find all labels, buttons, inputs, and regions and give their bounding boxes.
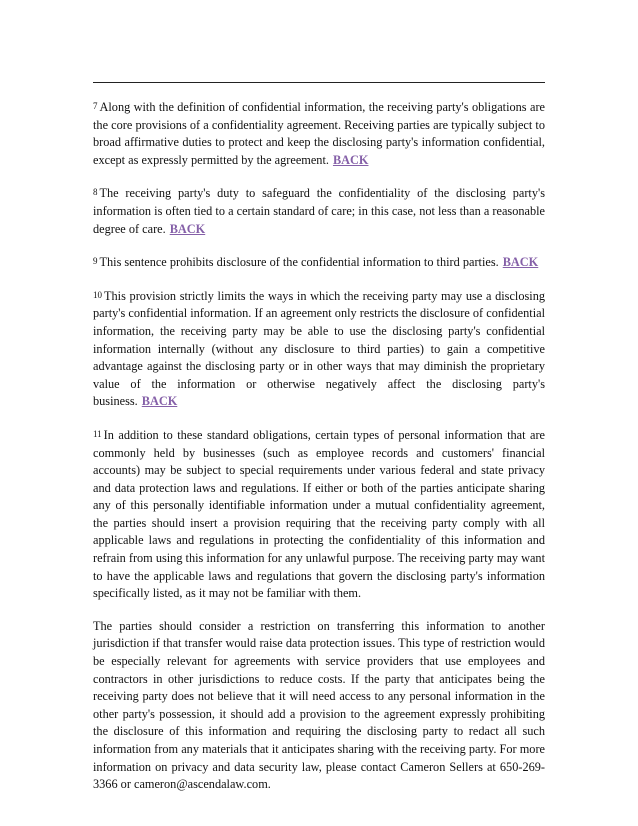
footnote-7 <box>93 98 545 169</box>
back-link[interactable]: BACK <box>502 255 539 270</box>
footnote-text: This sentence prohibits disclosure of the confidential information to third parties. <box>99 255 499 270</box>
footnote-text: This provision strictly limits the ways in which the receiving party may use a disclosing party's confidential information. If an agreement only restricts the disclosure of confidential information, the receiving party may be able to use the disclosing party's confidential information internally (without any disclosure to third parties) to gain a competitive advantage against the disclosing party or in other ways that may diminish the proprietary value of the information or otherwise negatively affect the disclosing party's business. <box>93 288 545 409</box>
footnote-8 <box>93 184 545 238</box>
footnote-10 <box>93 287 545 411</box>
footnote-number: 8 <box>93 187 98 198</box>
closing-paragraph: The parties should consider a restriction on transferring this information to another jurisdiction if that transfer would raise data protection issues. This type of restriction would be especially relevant for agreements with service providers that use employees and contractors in other jurisdictions to reduce costs. If the party that anticipates being the receiving party does not believe that it will need access to any personal information in the other party's possession, it should add a provision to the agreement expressly prohibiting the disclosure of this information and requiring the disclosing party to redact all such information from any materials that it anticipates sharing with the receiving party. For more information on privacy and data security law, please contact Cameron Sellers at 650-269-3366 or cameron@ascendalaw.com. <box>93 618 545 792</box>
back-link[interactable]: BACK <box>141 394 178 409</box>
footnote-number: 11 <box>93 428 102 439</box>
footnote-9 <box>93 253 545 272</box>
back-link[interactable]: BACK <box>332 152 369 167</box>
footnote-separator <box>93 82 545 83</box>
footnote-11 <box>93 426 545 603</box>
footnote-text: In addition to these standard obligations, certain types of personal information that are commonly held by businesses (such as employee records and customers' financial accounts) may be subject to special requirements under various federal and state privacy and data protection laws and regulations. If either or both of the parties anticipate sharing any of this personally identifiable information under a mutual confidentiality agreement, the parties should insert a provision requiring that the receiving party comply with all applicable laws and regulations in protecting the confidentiality of this information and refrain from using this information for any unlawful purpose. The receiving party may want to have the applicable laws and regulations that govern the disclosing party's information specifically listed, as it may not be familiar with them. <box>93 427 545 601</box>
footnote-number: 10 <box>93 289 102 300</box>
back-link[interactable]: BACK <box>169 221 206 236</box>
footnotes-section <box>93 98 545 794</box>
footnote-text: Along with the definition of confidential information, the receiving party's obligations are the core provisions of a confidentiality agreement. Receiving parties are typically subject to broad affirmative duties to protect and keep the disclosing party's information confidential, except as expressly permitted by the agreement. <box>93 100 545 167</box>
footnote-number: 7 <box>93 101 98 111</box>
footnote-text: The receiving party's duty to safeguard the confidentiality of the disclosing party's information is often tied to a certain standard of care; in this case, not less than a reasonable degree of care. <box>93 186 545 236</box>
footnote-number: 9 <box>93 256 98 267</box>
